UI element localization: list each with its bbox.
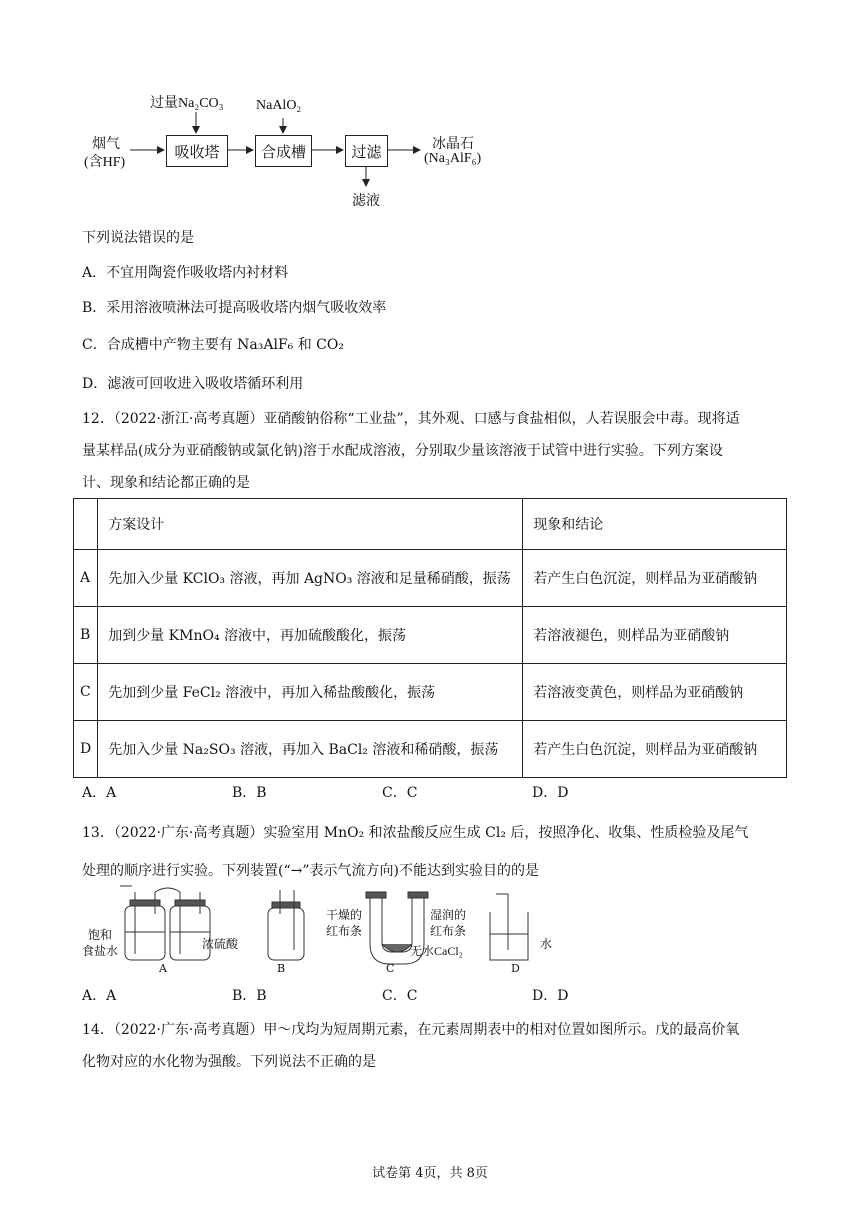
apparatus-a-left2: 食盐水 bbox=[82, 944, 119, 958]
q14-stem-line1: 14．（2022·广东·高考真题）甲～戊均为短周期元素，在元素周期表中的相对位置如图所示。戊的最高价氧 bbox=[82, 1022, 740, 1038]
table-header-cell: 现象和结论 bbox=[523, 499, 787, 550]
apparatus-c-left: 干燥的 bbox=[326, 908, 363, 922]
apparatus-c-right2: 红布条 bbox=[430, 924, 467, 938]
q11-prompt: 下列说法错误的是 bbox=[82, 230, 194, 246]
answer-option: D．D bbox=[532, 988, 569, 1004]
input-label: 烟气 bbox=[92, 136, 120, 152]
answer-option: A．A bbox=[82, 988, 117, 1004]
filter-box: 过滤 bbox=[345, 135, 388, 167]
q12-answer-options bbox=[82, 782, 682, 802]
apparatus-c-left2: 红布条 bbox=[326, 924, 363, 938]
apparatus-a-left: 饱和 bbox=[88, 928, 113, 942]
q13-answer-options bbox=[82, 985, 682, 1005]
table-header-row bbox=[74, 499, 787, 550]
q14-stem-line2: 化物对应的水化物为强酸。下列说法不正确的是 bbox=[82, 1054, 376, 1070]
apparatus-a-tag: A bbox=[159, 962, 167, 975]
apparatus-drawings bbox=[80, 884, 560, 976]
q11-option-c: C．合成槽中产物主要有 Na₃AlF₆ 和 CO₂ bbox=[82, 337, 344, 353]
table-row bbox=[74, 721, 787, 778]
table-row bbox=[74, 550, 787, 607]
row-conclusion: 若产生白色沉淀，则样品为亚硝酸钠 bbox=[523, 721, 787, 778]
absorber-box: 吸收塔 bbox=[166, 135, 228, 167]
table-header-cell bbox=[74, 499, 98, 550]
apparatus-d-label: 水 bbox=[540, 937, 553, 951]
row-scheme: 先加入少量 Na₂SO₃ 溶液，再加入 BaCl₂ 溶液和稀硝酸，振荡 bbox=[98, 721, 523, 778]
row-scheme: 先加到少量 FeCl₂ 溶液中，再加入稀盐酸酸化，振荡 bbox=[98, 664, 523, 721]
input-sub: (含HF) bbox=[84, 155, 126, 170]
row-label: D bbox=[74, 721, 98, 778]
q11-option-a: A．不宜用陶瓷作吸收塔内衬材料 bbox=[82, 265, 289, 281]
table-row bbox=[74, 607, 787, 664]
row-conclusion: 若溶液变黄色，则样品为亚硝酸钠 bbox=[523, 664, 787, 721]
q11-option-d: D．滤液可回收进入吸收塔循环利用 bbox=[82, 376, 304, 392]
apparatus-d-tag: D bbox=[511, 962, 520, 975]
answer-option: C．C bbox=[382, 785, 418, 801]
answer-option: B．B bbox=[232, 785, 267, 801]
apparatus-c-bottom: 无水CaCl₂ bbox=[410, 944, 463, 958]
output-sub: (Na₃AlF₆) bbox=[424, 151, 482, 166]
row-conclusion: 若溶液褪色，则样品为亚硝酸钠 bbox=[523, 607, 787, 664]
table-header-cell: 方案设计 bbox=[98, 499, 523, 550]
reagent-top-2: NaAlO₂ bbox=[256, 98, 302, 113]
q13-stem-line1: 13．（2022·广东·高考真题）实验室用 MnO₂ 和浓盐酸反应生成 Cl₂ 后，按照净化、收集、性质检验及尾气 bbox=[82, 825, 749, 841]
q12-stem-line3: 计、现象和结论都正确的是 bbox=[82, 475, 250, 491]
flowchart-arrows bbox=[0, 0, 520, 220]
row-label: B bbox=[74, 607, 98, 664]
row-label: A bbox=[74, 550, 98, 607]
reagent-top-1: 过量Na₂CO₃ bbox=[150, 96, 224, 111]
row-scheme: 加到少量 KMnO₄ 溶液中，再加硫酸酸化，振荡 bbox=[98, 607, 523, 664]
q12-stem-line1: 12．（2022·浙江·高考真题）亚硝酸钠俗称“工业盐”，其外观、口感与食盐相似，人若误服会中毒。现将适 bbox=[82, 411, 740, 427]
answer-option: B．B bbox=[232, 988, 267, 1004]
answer-option: A．A bbox=[82, 785, 117, 801]
apparatus-c-tag: C bbox=[386, 962, 395, 975]
q12-stem-line2: 量某样品(成分为亚硝酸钠或氯化钠)溶于水配成溶液，分别取少量该溶液于试管中进行实验。下列方案设 bbox=[82, 443, 723, 459]
answer-option: C．C bbox=[382, 988, 418, 1004]
row-label: C bbox=[74, 664, 98, 721]
apparatus-c-right: 湿润的 bbox=[430, 908, 467, 922]
row-conclusion: 若产生白色沉淀，则样品为亚硝酸钠 bbox=[523, 550, 787, 607]
apparatus-a-right: 浓硫酸 bbox=[202, 937, 239, 951]
synthesis-box: 合成槽 bbox=[255, 135, 312, 167]
page-footer: 试卷第 4页，共 8页 bbox=[372, 1166, 488, 1181]
q11-option-b: B．采用溶液喷淋法可提高吸收塔内烟气吸收效率 bbox=[82, 300, 387, 316]
row-scheme: 先加入少量 KClO₃ 溶液，再加 AgNO₃ 溶液和足量稀硝酸，振荡 bbox=[98, 550, 523, 607]
q13-stem-line2: 处理的顺序进行实验。下列装置(“→”表示气流方向)不能达到实验目的的是 bbox=[82, 863, 539, 879]
q12-table bbox=[73, 498, 787, 778]
answer-option: D．D bbox=[532, 785, 569, 801]
table-row bbox=[74, 664, 787, 721]
output-label: 冰晶石 bbox=[432, 136, 474, 152]
byproduct-label: 滤液 bbox=[352, 193, 380, 209]
apparatus-b-tag: B bbox=[277, 962, 286, 975]
